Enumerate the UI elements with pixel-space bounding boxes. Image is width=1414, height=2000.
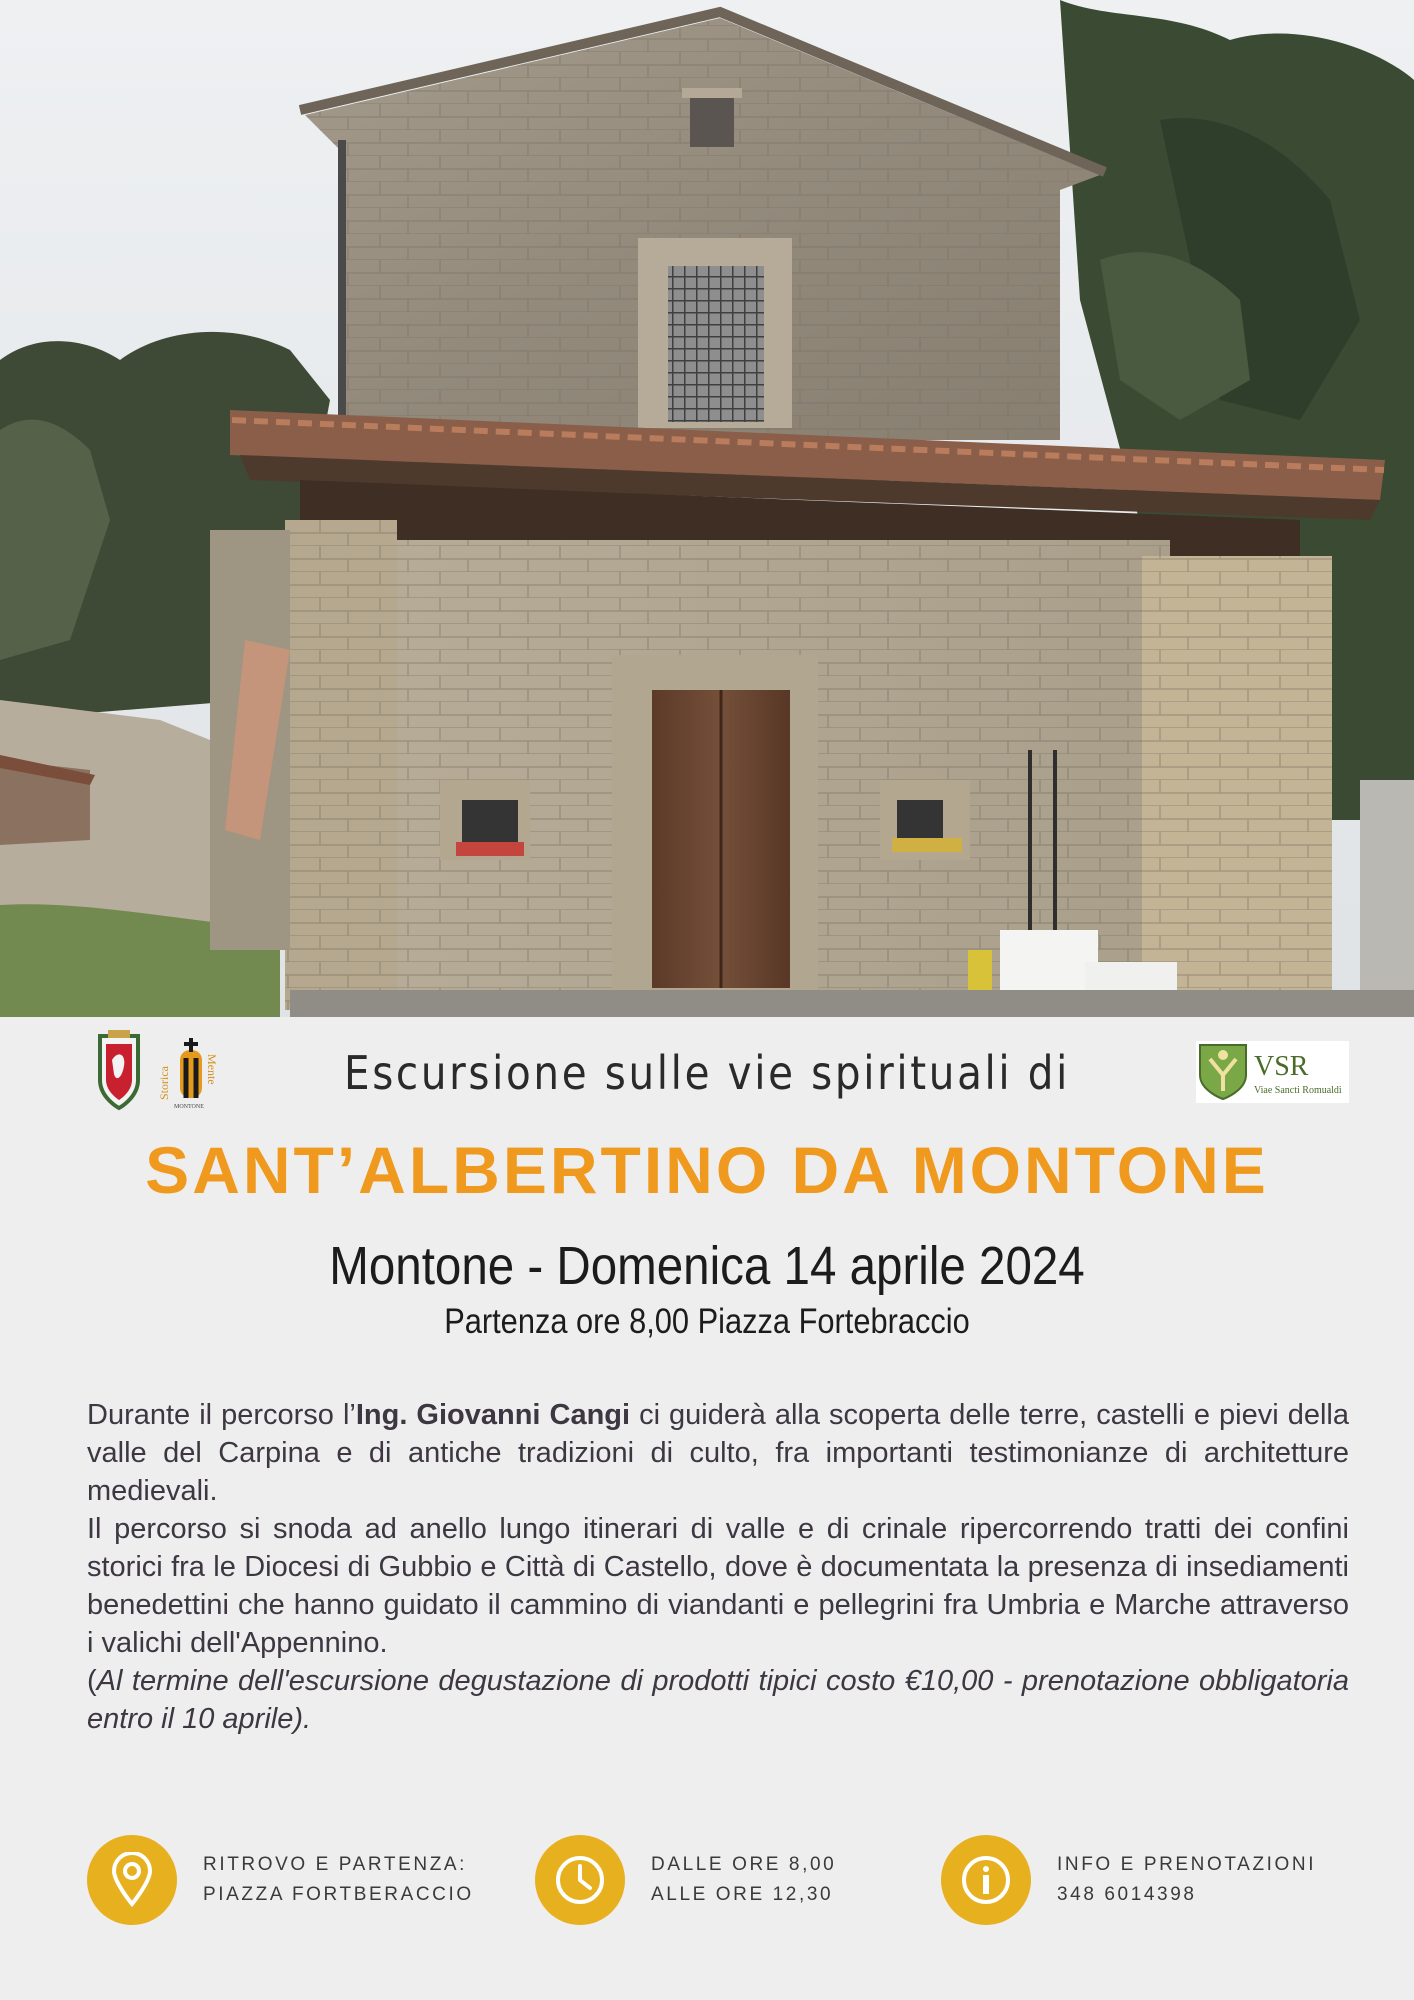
guide-name: Ing. Giovanni Cangi (355, 1399, 631, 1431)
info-schedule (535, 1834, 836, 1926)
subtitle: Escursione sulle vie spirituali di (343, 1046, 1071, 1100)
info-icon (941, 1835, 1031, 1925)
event-date: Montone - Domenica 14 aprile 2024 (329, 1236, 1085, 1296)
info-booking (941, 1834, 1316, 1926)
description-paragraph-2: Il percorso si snoda ad anello lungo itinerari di valle e di crinale ripercorrendo tratti dei confini storici fra le Diocesi di Gubbio e Città di Castello, dove è documentata la presenza di insediamenti benedettini che hanno guidato il cammino di viandanti e pellegrini fra Umbria e Marche attraverso i valichi dell'Appennino. (87, 1513, 1349, 1659)
page-title: SANT’ALBERTINO DA MONTONE (145, 1133, 1269, 1207)
booking-phone: 348 6014398 (1057, 1884, 1197, 1905)
meeting-point-value: PIAZZA FORTBERACCIO (203, 1884, 474, 1905)
schedule-end: ALLE ORE 12,30 (651, 1884, 834, 1905)
map-pin-icon (87, 1835, 177, 1925)
montone-logo-text: MONTONE (174, 1104, 204, 1110)
vsr-abbr: VSR (1254, 1051, 1309, 1082)
departure-info: Partenza ore 8,00 Piazza Fortebraccio (444, 1302, 970, 1341)
tasting-note: (Al termine dell'escursione degustazione di prodotti tipici costo €10,00 - prenotazione obbligatoria entro il 10 aprile). (87, 1665, 1349, 1735)
info-meeting-point (87, 1834, 474, 1926)
vsr-full-name: Viae Sancti Romualdi (1254, 1085, 1342, 1096)
description (87, 1396, 1349, 1738)
meeting-point-label: RITROVO E PARTENZA: (203, 1854, 468, 1875)
clock-icon (535, 1835, 625, 1925)
schedule-start: DALLE ORE 8,00 (651, 1854, 837, 1875)
storica-text: Storica (157, 1066, 171, 1100)
booking-label: INFO E PRENOTAZIONI (1057, 1854, 1317, 1875)
description-paragraph-1: Durante il percorso l’Ing. Giovanni Cangi ci guiderà alla scoperta delle terre, castelli e pievi della valle del Carpina e di antiche tradizioni di culto, fra importanti testimonianze di architetture medievali. (87, 1399, 1349, 1507)
mente-text: Mente (205, 1054, 219, 1085)
